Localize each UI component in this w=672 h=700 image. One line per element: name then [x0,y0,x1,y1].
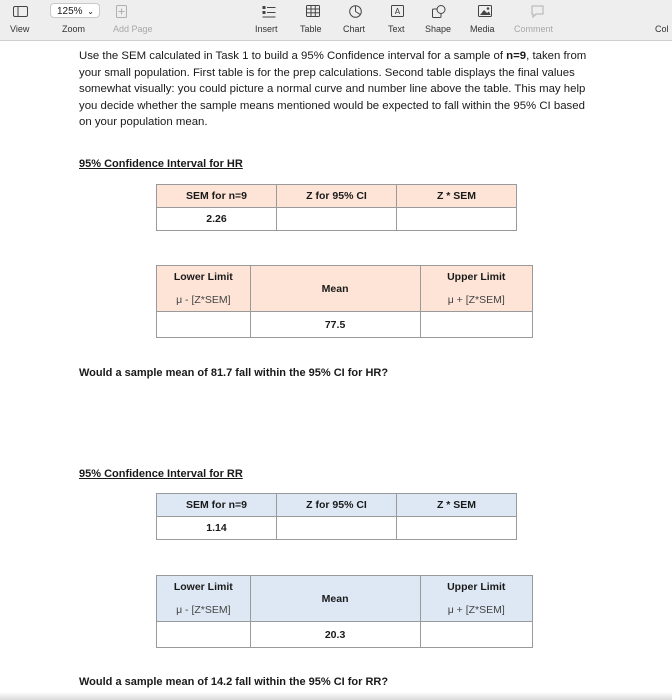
hr-ci-header-lower: Lower Limit [157,266,251,289]
hr-section-title: 95% Confidence Interval for HR [79,158,243,170]
rr-ci-header-upper: Upper Limit [420,576,532,599]
add-page-button[interactable]: Add Page [113,24,153,34]
hr-prep-header-z: Z for 95% CI [277,185,397,208]
comment-icon [529,3,545,19]
instructions-paragraph [79,48,594,131]
hr-zsem-value-cell[interactable] [396,208,516,231]
hr-prep-header-zsem: Z * SEM [396,185,516,208]
shape-icon[interactable] [431,3,447,19]
rr-lower-value-cell[interactable] [157,622,251,648]
rr-prep-header-z: Z for 95% CI [277,494,397,517]
document-page [0,41,672,700]
rr-zsem-value-cell[interactable] [396,517,516,540]
insert-button[interactable]: Insert [255,24,278,34]
text-box-icon[interactable] [389,3,405,19]
chart-icon[interactable] [347,3,363,19]
hr-lower-formula: μ - [Z*SEM] [157,289,251,312]
zoom-label: Zoom [62,24,86,34]
zoom-select[interactable] [50,3,100,18]
toolbar [0,0,672,41]
rr-sem-value[interactable]: 1.14 [157,517,277,540]
bottom-shadow [0,692,672,700]
hr-ci-table [156,265,533,338]
rr-ci-header-lower: Lower Limit [157,576,251,599]
chart-button[interactable]: Chart [343,24,366,34]
hr-ci-header-upper: Upper Limit [420,266,532,289]
hr-question: Would a sample mean of 81.7 fall within the 95% CI for HR? [79,367,389,379]
shape-button[interactable]: Shape [425,24,452,34]
hr-z-value-cell[interactable] [277,208,397,231]
media-icon[interactable] [477,3,493,19]
comment-button[interactable]: Comment [514,24,554,34]
rr-ci-table [156,575,533,648]
chevron-down-icon: ⌄ [87,7,94,16]
instructions-text: Use the SEM calculated in Task 1 to build a 95% Confidence interval for a sample of [79,50,507,62]
collaborate-button[interactable]: Col [655,24,669,34]
rr-question: Would a sample mean of 14.2 fall within the 95% CI for RR? [79,676,389,688]
media-button[interactable]: Media [470,24,495,34]
hr-lower-value-cell[interactable] [157,312,251,338]
instructions-sample-size: n=9 [506,50,527,62]
add-page-icon [113,3,129,19]
view-button-label[interactable]: View [10,24,30,34]
rr-upper-formula: μ + [Z*SEM] [420,599,532,622]
rr-mean-value[interactable]: 20.3 [250,622,420,648]
text-button[interactable]: Text [388,24,405,34]
hr-upper-value-cell[interactable] [420,312,532,338]
rr-section-title: 95% Confidence Interval for RR [79,468,243,480]
rr-z-value-cell[interactable] [277,517,397,540]
sidebar-view-icon[interactable] [12,3,28,19]
zoom-value: 125% [57,6,83,17]
hr-upper-formula: μ + [Z*SEM] [420,289,532,312]
insert-list-icon[interactable] [261,3,277,19]
rr-lower-formula: μ - [Z*SEM] [157,599,251,622]
hr-prep-header-sem: SEM for n=9 [157,185,277,208]
hr-mean-value[interactable]: 77.5 [250,312,420,338]
hr-ci-header-mean: Mean [250,266,420,312]
hr-prep-table [156,184,517,231]
svg-text:A: A [394,7,400,16]
rr-upper-value-cell[interactable] [420,622,532,648]
rr-prep-header-zsem: Z * SEM [396,494,516,517]
instructions-text-rest: , taken from your small population. First table is for the prep calculations. Second table displays the final values somewhat visually: you could picture a normal curve and number line above the table. This may help you decide whether the sample means mentioned would be expected to fall within the 95% CI based on your population mean. [79,50,587,129]
rr-prep-header-sem: SEM for n=9 [157,494,277,517]
rr-ci-header-mean: Mean [250,576,420,622]
table-button[interactable]: Table [300,24,322,34]
hr-sem-value[interactable]: 2.26 [157,208,277,231]
rr-prep-table [156,493,517,540]
table-icon[interactable] [305,3,321,19]
